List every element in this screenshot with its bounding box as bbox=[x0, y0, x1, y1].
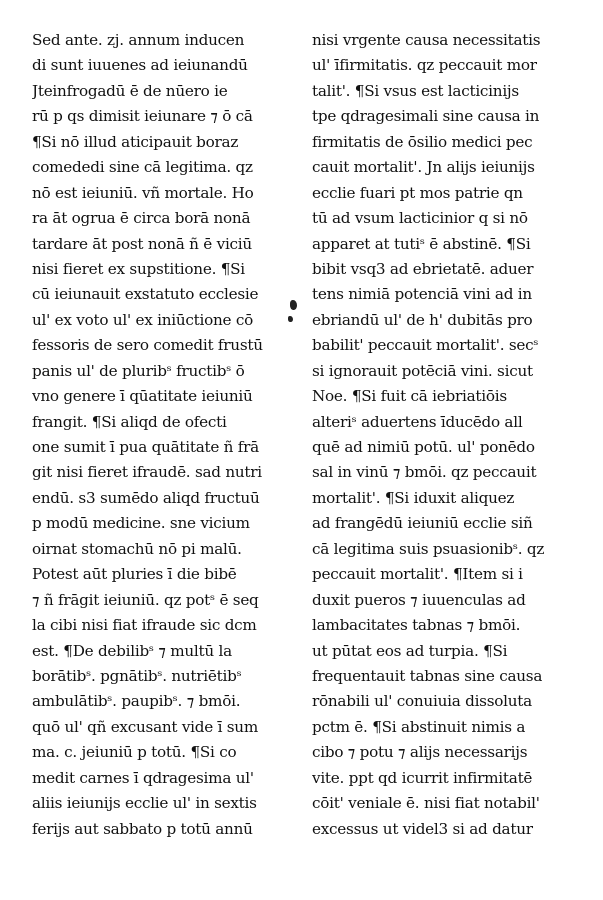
text-line: est. ¶De debilibˢ ⁊ multū la bbox=[32, 641, 232, 660]
text-line: si ignorauit potēciā vini. sicut bbox=[312, 361, 533, 380]
text-line: babilit' peccauit mortalit'. secˢ bbox=[312, 336, 539, 355]
text-line: ambulātibˢ. paupibˢ. ⁊ bmōi. bbox=[32, 692, 241, 711]
text-line: Noe. ¶Si fuit cā iebriatiōis bbox=[312, 387, 507, 406]
text-line: pctm ē. ¶Si abstinuit nimis a bbox=[312, 717, 526, 736]
text-line: excessus ut videl3 si ad datur bbox=[312, 819, 533, 838]
text-line: vno genere ī qūatitate ieiuniū bbox=[32, 387, 253, 406]
text-line: cibo ⁊ potu ⁊ alijs necessarijs bbox=[312, 743, 528, 762]
text-line: comededi sine cā legitima. qz bbox=[32, 158, 253, 177]
text-line: peccauit mortalit'. ¶Item si i bbox=[312, 565, 523, 584]
text-line: borātibˢ. pgnātibˢ. nutriētibˢ bbox=[32, 666, 242, 685]
text-line: Jteinfrogadū ē de nūero ie bbox=[32, 81, 228, 100]
text-line: git nisi fieret ifraudē. sad nutri bbox=[32, 463, 262, 482]
text-line: ra āt ogrua ē circa borā nonā bbox=[32, 209, 251, 228]
text-line: la cibi nisi fiat ifraude sic dcm bbox=[32, 616, 257, 635]
text-line: panis ul' de pluribˢ fructibˢ ō bbox=[32, 361, 245, 380]
text-line: cā legitima suis psuasionibˢ. qz bbox=[312, 539, 545, 558]
text-line: talit'. ¶Si vsus est lacticinijs bbox=[312, 81, 519, 100]
text-line: di sunt iuuenes ad ieiunandū bbox=[32, 56, 248, 75]
text-line: ma. c. jeiuniū p totū. ¶Si co bbox=[32, 743, 237, 762]
text-line: cōit' veniale ē. nisi fiat notabil' bbox=[312, 794, 540, 813]
text-line: endū. s3 sumēdo aliqd fructuū bbox=[32, 488, 260, 507]
text-line: oirnat stomachū nō pi malū. bbox=[32, 539, 242, 558]
text-line: aliis ieiunijs ecclie ul' in sextis bbox=[32, 794, 257, 813]
text-line: alteriˢ aduertens īducēdo all bbox=[312, 412, 523, 431]
text-line: fessoris de sero comedit frustū bbox=[32, 336, 263, 355]
text-line: cū ieiunauit exstatuto ecclesie bbox=[32, 285, 259, 304]
text-line: frangit. ¶Si aliqd de ofecti bbox=[32, 412, 227, 431]
text-line: ecclie fuari pt mos patrie qn bbox=[312, 183, 523, 202]
text-line: ul' ex voto ul' ex iniūctione cō bbox=[32, 310, 253, 329]
text-line: ebriandū ul' de h' dubitās pro bbox=[312, 310, 533, 329]
ink-blot bbox=[290, 300, 297, 310]
text-line: bibit vsq3 ad ebrietatē. aduer bbox=[312, 259, 534, 278]
text-line: sal in vinū ⁊ bmōi. qz peccauit bbox=[312, 463, 537, 482]
text-line: ⁊ ñ frāgit ieiuniū. qz potˢ ē seq bbox=[32, 590, 259, 609]
text-line: duxit pueros ⁊ iuuenculas ad bbox=[312, 590, 526, 609]
text-line: nisi fieret ex supstitione. ¶Si bbox=[32, 259, 245, 278]
text-line: nisi vrgente causa necessitatis bbox=[312, 31, 541, 49]
text-line: Sed ante. zj. annum inducen bbox=[32, 31, 245, 49]
ink-blot bbox=[288, 316, 293, 322]
text-line: firmitatis de ōsilio medici pec bbox=[312, 132, 533, 151]
text-line: quō ul' qñ excusant vide ī sum bbox=[32, 717, 258, 736]
right-column bbox=[312, 28, 574, 842]
text-line: one sumit ī pua quātitate ñ frā bbox=[32, 438, 259, 456]
left-column bbox=[32, 28, 294, 842]
text-line: p modū medicine. sne vicium bbox=[32, 514, 250, 533]
text-line: apparet at tutiˢ ē abstinē. ¶Si bbox=[312, 234, 531, 253]
text-line: Potest aūt pluries ī die bibē bbox=[32, 565, 237, 584]
text-line: frequentauit tabnas sine causa bbox=[312, 666, 543, 685]
text-line: ul' īfirmitatis. qz peccauit mor bbox=[312, 56, 537, 75]
text-line: medit carnes ī qdragesima ul' bbox=[32, 768, 254, 787]
text-line: tens nimiā potenciā vini ad in bbox=[312, 285, 532, 304]
text-line: ut pūtat eos ad turpia. ¶Si bbox=[312, 641, 508, 660]
text-line: ¶Si nō illud aticipauit boraz bbox=[32, 132, 239, 151]
text-line: tpe qdragesimali sine causa in bbox=[312, 107, 540, 126]
text-line: rōnabili ul' conuiuia dissoluta bbox=[312, 692, 532, 711]
text-line: ferijs aut sabbato p totū annū bbox=[32, 819, 253, 838]
text-line: nō est ieiuniū. vñ mortale. Ho bbox=[32, 183, 254, 202]
text-line: vite. ppt qd icurrit infirmitatē bbox=[312, 768, 533, 787]
text-line: quē ad nimiū potū. ul' ponēdo bbox=[312, 438, 535, 456]
text-line: lambacitates tabnas ⁊ bmōi. bbox=[312, 616, 521, 635]
text-line: ad frangēdū ieiuniū ecclie siñ bbox=[312, 514, 533, 533]
text-line: rū p qs dimisit ieiunare ⁊ ō cā bbox=[32, 107, 253, 126]
text-line: tū ad vsum lacticinior q si nō bbox=[312, 209, 528, 228]
text-line: tardare āt post nonā ñ ē viciū bbox=[32, 234, 252, 253]
text-line: mortalit'. ¶Si iduxit aliquez bbox=[312, 488, 515, 507]
text-line: cauit mortalit'. Jn alijs ieiunijs bbox=[312, 158, 535, 177]
